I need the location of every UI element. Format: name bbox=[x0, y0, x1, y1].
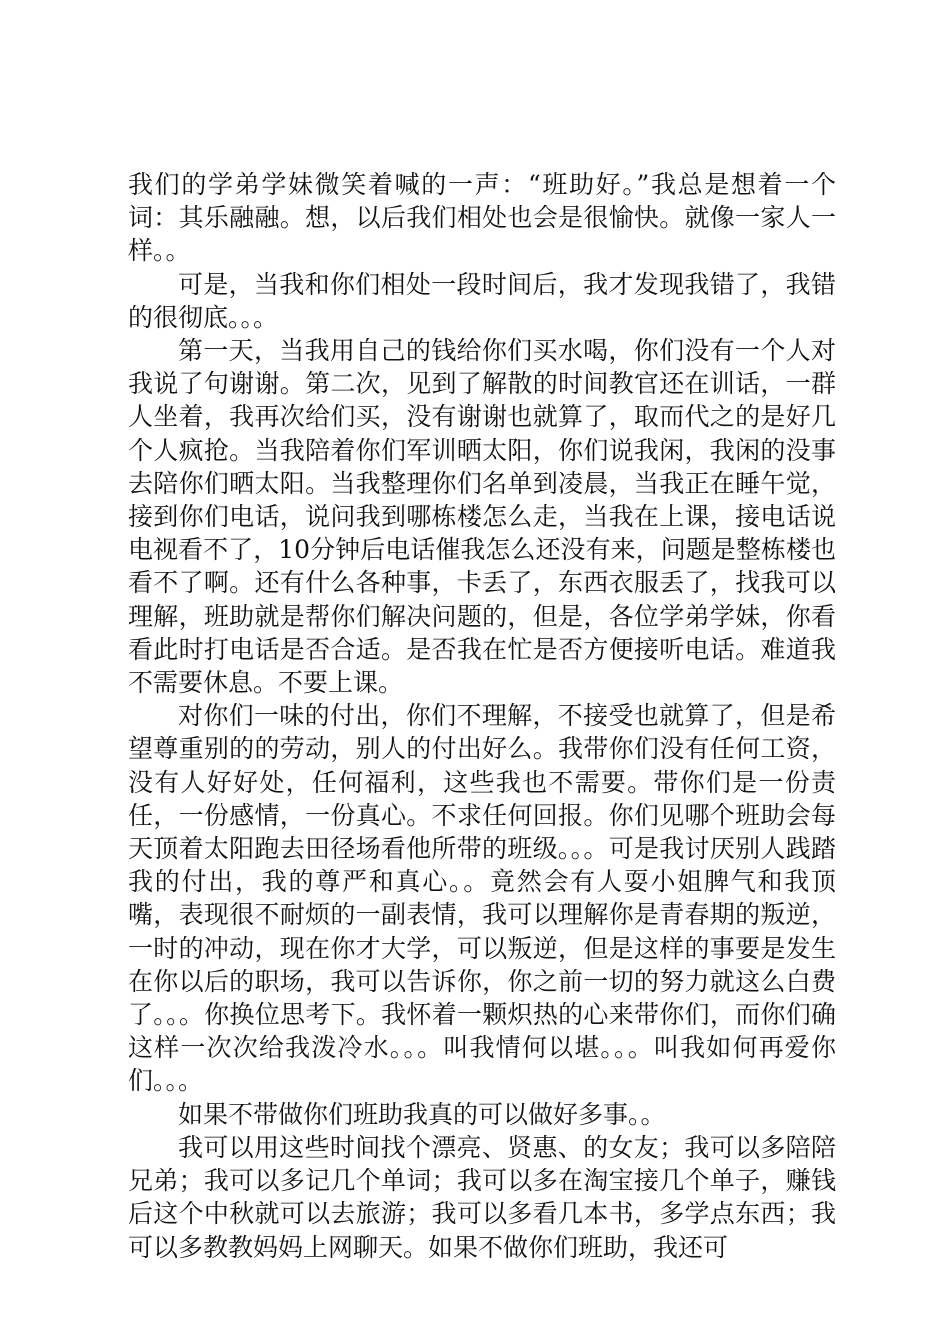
paragraph-4: 对你们一味的付出，你们不理解，不接受也就算了，但是希望尊重别的的劳动，别人的付出好么。我带你们没有任何工资，没有人好好处，任何福利，这些我也不需要。带你们是一份责任，一份感情，一份真心。不求任何回报。你们见哪个班助会每天顶着太阳跑去田径场看他所带的班级。。。可是我讨厌别人践踏我的付出，我的尊严和真心。。竟然会有人耍小姐脾气和我顶嘴，表现很不耐烦的一副表情，我可以理解你是青春期的叛逆，一时的冲动，现在你才大学，可以叛逆，但是这样的事要是发生在你以后的职场，我可以告诉你，你之前一切的努力就这么白费了。。。你换位思考下。我怀着一颗炽热的心来带你们，而你们确这样一次次给我泼冷水。。。叫我情何以堪。。。叫我如何再爱你们。。。 bbox=[128, 701, 836, 1096]
paragraph-5: 如果不带做你们班助我真的可以做好多事。。 bbox=[178, 1099, 666, 1129]
paragraph-3: 第一天，当我用自己的钱给你们买水喝，你们没有一个人对我说了句谢谢。第二次，见到了解散的时间教官还在训话，一群人坐着，我再次给们买，没有谢谢也就算了，取而代之的是好几个人疯抢。当我陪着你们军训晒太阳，你们说我闲，我闲的没事去陪你们晒太阳。当我整理你们名单到凌晨，当我正在睡午觉，接到你们电话，说问我到哪栋楼怎么走，当我在上课，接电话说电视看不了，10分钟后电话催我怎么还没有来，问题是整栋楼也看不了啊。还有什么各种事，卡丢了，东西衣服丢了，找我可以理解，班助就是帮你们解决问题的，但是，各位学弟学妹，你看看此时打电话是否合适。是否我在忙是否方便接听电话。难道我不需要休息。不要上课。 bbox=[128, 336, 836, 698]
paragraph-2: 可是，当我和你们相处一段时间后，我才发现我错了，我错的很彻底。。。 bbox=[128, 269, 836, 332]
document-page bbox=[128, 168, 836, 1264]
paragraph-1: 我们的学弟学妹微笑着喊的一声：“班助好。”我总是想着一个词：其乐融融。想，以后我们相处也会是很愉快。就像一家人一样。。 bbox=[128, 170, 836, 266]
paragraph-6: 我可以用这些时间找个漂亮、贤惠、的女友；我可以多陪陪兄弟；我可以多记几个单词；我可以多在淘宝接几个单子，赚钱后这个中秋就可以去旅游；我可以多看几本书，多学点东西；我可以多教教妈妈上网聊天。如果不做你们班助，我还可 bbox=[128, 1132, 836, 1262]
